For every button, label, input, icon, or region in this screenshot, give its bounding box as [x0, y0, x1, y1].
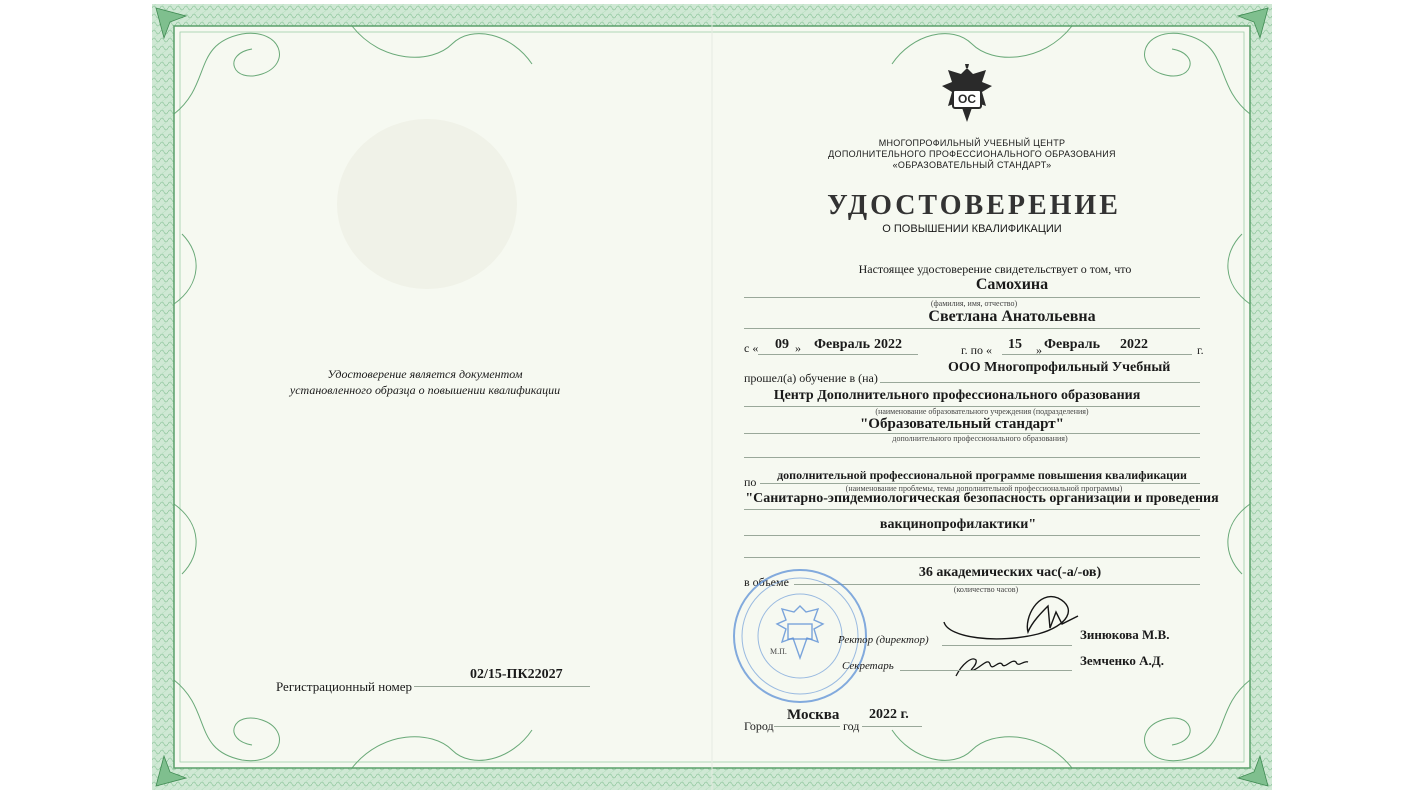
rector-name: Зинюкова М.В. — [1080, 627, 1170, 642]
date-to-quote: » — [1036, 343, 1042, 357]
program-underline-1 — [744, 509, 1200, 510]
rector-signature — [938, 585, 1088, 648]
institution-line-2: Центр Дополнительного профессионального образования — [773, 388, 1141, 403]
program-title-line-1: "Санитарно-эпидемиологическая безопасность организации и проведения — [745, 491, 1219, 506]
date-from-year: 2022 — [874, 337, 902, 352]
program-underline-2 — [744, 535, 1200, 536]
program-type: дополнительной профессиональной программе повышения квалификации — [777, 468, 1187, 482]
institution-underline-1 — [880, 382, 1200, 383]
blank-underline-1 — [744, 457, 1200, 458]
secretary-underline — [900, 670, 1072, 671]
program-prefix: по — [744, 475, 757, 489]
institution-hint: (наименование образовательного учреждения (подразделения) — [875, 407, 1089, 416]
secretary-label: Секретарь — [842, 660, 894, 672]
institution-line-1: ООО Многопрофильный Учебный — [948, 360, 1171, 375]
rector-label: Ректор (директор) — [838, 634, 929, 646]
city-value: Москва — [787, 707, 840, 723]
date-from-quote: » — [795, 341, 801, 355]
eagle-logo-icon — [938, 62, 996, 132]
certificate — [152, 4, 1272, 790]
volume-label: в объеме — [744, 575, 789, 589]
date-to-month: Февраль — [1044, 337, 1100, 352]
reg-number-label: Регистрационный номер — [276, 679, 412, 694]
date-to-year: 2022 — [1120, 337, 1148, 352]
org-line-1: МНОГОПРОФИЛЬНЫЙ УЧЕБНЫЙ ЦЕНТР — [878, 138, 1066, 148]
city-label: Город — [744, 719, 774, 733]
date-to-underline — [1002, 354, 1192, 355]
date-year-suffix: г. — [1197, 343, 1204, 357]
date-from-day: 09 — [775, 337, 789, 352]
name-hint: (фамилия, имя, отчество) — [930, 299, 1018, 308]
logo-text: ОС — [958, 92, 976, 106]
rector-underline — [942, 645, 1072, 646]
given-names: Светлана Анатольевна — [928, 308, 1096, 325]
volume-hint: (количество часов) — [953, 585, 1019, 594]
program-title-line-2: вакцинопрофилактики" — [879, 517, 1037, 532]
org-line-2: ДОПОЛНИТЕЛЬНОГО ПРОФЕССИОНАЛЬНОГО ОБРАЗОВАНИЯ — [828, 149, 1116, 159]
date-from-underline — [758, 354, 918, 355]
intro-text: Настоящее удостоверение свидетельствует о том, что — [858, 262, 1132, 276]
volume-value: 36 академических час(-а/-ов) — [918, 565, 1102, 580]
secretary-signature — [952, 650, 1032, 680]
year-value: 2022 г. — [869, 707, 909, 722]
secretary-name: Земченко А.Д. — [1080, 653, 1164, 668]
year-underline — [862, 726, 922, 727]
trained-label: прошел(а) обучение в (на) — [744, 371, 878, 385]
date-to-prefix: г. по « — [961, 343, 992, 357]
surname-underline — [744, 297, 1200, 298]
blank-underline-2 — [744, 557, 1200, 558]
surname: Самохина — [975, 276, 1049, 293]
institution-hint-2: дополнительного профессионального образования) — [892, 434, 1068, 443]
reg-number-underline — [414, 686, 590, 687]
certificate-title: УДОСТОВЕРЕНИЕ — [827, 190, 1121, 221]
stamp-mp: М.П. — [770, 647, 787, 656]
date-from-month: Февраль — [814, 337, 870, 352]
reg-number: 02/15-ПК22027 — [470, 667, 563, 682]
date-to-day: 15 — [1008, 337, 1022, 352]
org-line-3: «ОБРАЗОВАТЕЛЬНЫЙ СТАНДАРТ» — [892, 160, 1052, 170]
date-from-prefix: с « — [744, 341, 759, 355]
program-hint: (наименование проблемы, темы дополнительной профессиональной программы) — [845, 484, 1123, 493]
given-names-underline — [744, 328, 1200, 329]
city-underline — [774, 726, 840, 727]
institution-line-3: "Образовательный стандарт" — [859, 416, 1065, 432]
note-line-2: установленного образца о повышении квалификации — [289, 383, 561, 397]
year-label: год — [843, 719, 860, 733]
certificate-subtitle: О ПОВЫШЕНИИ КВАЛИФИКАЦИИ — [882, 223, 1062, 235]
note-line-1: Удостоверение является документом — [327, 367, 523, 381]
